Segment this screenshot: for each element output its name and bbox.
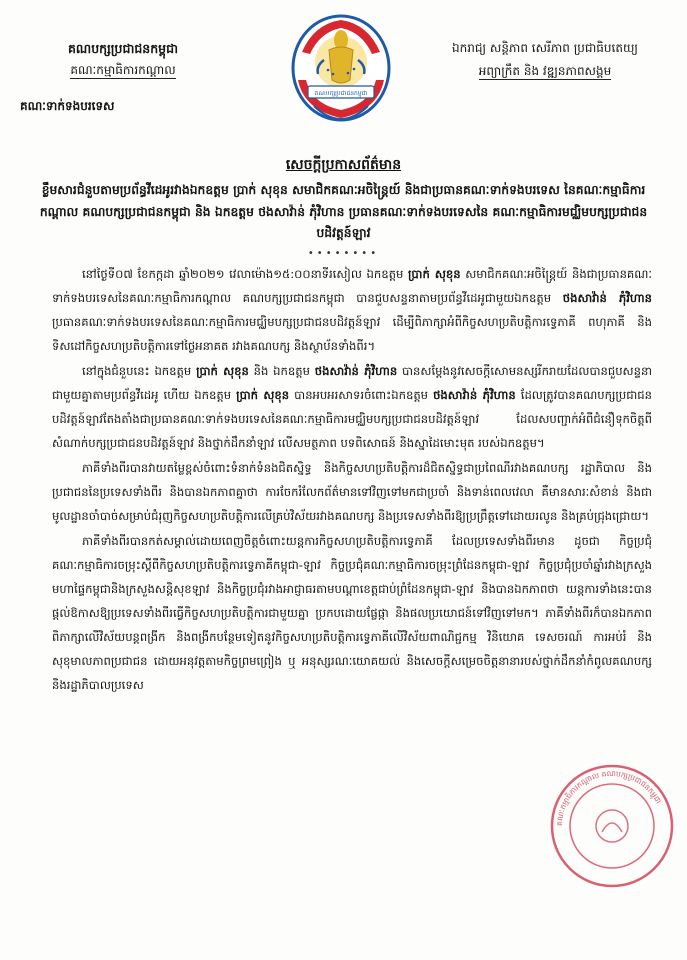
- central-committee: [18, 60, 228, 80]
- logo-dot-1: [327, 69, 330, 72]
- left-header: [18, 38, 228, 80]
- document-subtitle: ខ្លឹមសារជំនួបតាមប្រព័ន្ធវីដេអូរវាងឯកឧត្តម ប្រាក់ សុខុន សមាជិកគណៈអចិន្ត្រៃយ៍ និងជាប្រធានគណៈទាក់ទងបរទេស នៃគណៈកម្មាធិការកណ្តាល គណបក្សប្រជាជនកម្ពុជា និង ឯកឧត្តម ថងសាវ៉ាន់ ភុំវិហាន ប្រធានគណៈទាក់ទងបរទេសនៃ គណៈកម្មាធិការមជ្ឈិមបក្សប្រជាជនបដិវត្តន៍ឡាវ: [39, 183, 648, 240]
- paragraph-3: [52, 456, 652, 528]
- stamp-ring-textpath: គណៈកម្មាធិការកណ្តាល គណបក្សប្រជាជនកម្ពុជា: [554, 768, 664, 827]
- p2-name-4: ថងសាវ៉ាន់ ភុំវិហាន: [433, 388, 516, 402]
- p2-name-3: ប្រាក់ សុខុន: [236, 388, 290, 402]
- motto-line-2: [420, 60, 670, 82]
- logo-deity-body: [329, 47, 353, 83]
- p1-name-2: ថងសាវ៉ាន់ ភុំវិហាន: [562, 291, 652, 305]
- party-logo: [284, 10, 398, 138]
- paragraph-2: [52, 359, 652, 455]
- right-header: [420, 36, 670, 82]
- p1-text-2: សមាជិកគណៈអចិន្ត្រៃយ៍ និងជាប្រធានគណៈទាក់ទងបរទេសនៃគណៈកម្មាធិការកណ្តាល គណបក្សប្រជាជនកម្ពុជា បានជួបសន្ទនាតាមប្រព័ន្ធវីដេអូជាមួយឯកឧត្តម: [52, 267, 652, 305]
- document-title: សេចក្តីប្រកាសព័ត៌មាន: [285, 157, 402, 173]
- p2-name-1: ប្រាក់ សុខុន: [196, 364, 249, 378]
- central-committee-text: គណៈកម្មាធិការកណ្តាល: [70, 63, 176, 77]
- p1-text-1: នៅថ្ងៃទី០៧ ខែកក្កដា ឆ្នាំ២០២១ វេលាម៉ោង១៥:០០នាទីរសៀល ឯកឧត្តម: [82, 267, 408, 281]
- p2-name-2: ថងសាវ៉ាន់ ភុំវិហាន: [314, 364, 398, 378]
- p2-text-5: ដែលត្រូវបានគណបក្សប្រជាជនបដិវត្តន៍ឡាវតែងតាំងជាប្រធានគណៈទាក់ទងបរទេសនៃគណៈកម្មាធិការមជ្ឈិមបក្សប្រជាជនបដិវត្តន៍ឡាវ ដែលសបញ្ជាក់អំពីជំនឿទុកចិត្តពីសំណាក់បក្សប្រជាជនបដិវត្តន៍ឡាវ និងថ្នាក់ដឹកនាំឡាវ លើសមត្ថភាព បទពិសោធន៍ និងស្នាដៃមោះមុត របស់ឯកឧត្តម។: [52, 388, 652, 450]
- logo-dot-4: [353, 68, 356, 71]
- stamp-emblem-figure: [602, 823, 622, 832]
- logo-banner-text: គណបក្សប្រជាជនកម្ពុជា: [314, 90, 368, 97]
- stamp-inner-ring: [570, 784, 654, 868]
- motto-line-2-text: អព្យាក្រឹត និង វឌ្ឍនភាពសង្គម: [478, 64, 612, 78]
- motto-line-1: ឯករាជ្យ សន្តិភាព សេរីភាព ប្រជាធិបតេយ្យ: [452, 41, 638, 55]
- p2-text-1: នៅក្នុងជំនួបនេះ ឯកឧត្តម: [82, 364, 197, 378]
- p2-text-4: បានអបអរសាទរចំពោះឯកឧត្តម: [289, 388, 434, 402]
- p1-text-3: ប្រធានគណៈទាក់ទងបរទេសនៃគណៈកម្មាធិការមជ្ឈិមបក្សប្រជាជនបដិវត្តន៍ឡាវ ដើម្បីពិភាក្សាអំពីកិច្ចសហប្រតិបត្តិការទ្វេភាគី ពហុភាគី និងទិសដៅកិច្ចសហប្រតិបត្តិការទៅថ្ងៃអនាគត រវាងគណបក្ស និងស្ថាប័នទាំងពីរ។: [52, 315, 652, 353]
- party-name: គណបក្សប្រជាជនកម្ពុជា: [68, 41, 178, 56]
- title-block: [0, 152, 687, 261]
- paragraph-1: [52, 262, 652, 358]
- logo-dot-2: [332, 73, 335, 76]
- p2-text-2: និង ឯកឧត្តម: [248, 364, 315, 378]
- p3-text-1: ភាគីទាំងពីរបានវាយតម្លៃខ្ពស់ចំពោះទំនាក់ទំនងជិតស្និទ្ធ និងកិច្ចសហប្រតិបត្តិការដ៏ជិតស្និទ្ធជាប្រពៃណីរវាងគណបក្ស រដ្ឋាភិបាល និងប្រជាជននៃប្រទេសទាំងពីរ និងបានឯកភាពគ្នាថា ការចែករំលែកព័ត៌មានទៅវិញទៅមកជាប្រចាំ និងទាន់ពេលវេលា គឺមានសារៈសំខាន់ និងជាមូលដ្ឋានចាំបាច់សម្រាប់ជំរុញកិច្ចសហប្រតិបត្តិការលើគ្រប់វិស័យរវាងគណបក្ស និងប្រទេសទាំងពីរឱ្យប្រព្រឹត្តទៅដោយរលូន និងគ្រប់ជ្រុងជ្រោយ។: [52, 461, 652, 523]
- p4-text-1: ភាគីទាំងពីរបានកត់សម្គាល់ដោយពេញចិត្តចំពោះយន្តការកិច្ចសហប្រតិបត្តិការទ្វេភាគី ដែលប្រទេសទាំងពីរមាន ដូចជា កិច្ចប្រជុំគណៈកម្មាធិការចម្រុះស្តីពីកិច្ចសហប្រតិបត្តិការទ្វេភាគីកម្ពុជា-ឡាវ កិច្ចប្រជុំគណៈកម្មាធិការចម្រុះព្រំដែនកម្ពុជា-ឡាវ កិច្ចប្រជុំប្រចាំឆ្នាំរវាងក្រសួងមហាផ្ទៃកម្ពុជានិងក្រសួងសន្តិសុខឡាវ និងកិច្ចប្រជុំរវាងអាជ្ញាធរតាមបណ្តាខេត្តជាប់ព្រំដែនកម្ពុជា-ឡាវ និងបានឯកភាពថា យន្តការទាំងនេះបានផ្តល់ឱកាសឱ្យប្រទេសទាំងពីរធ្វើកិច្ចសហប្រតិបត្តិការជាមួយគ្នា ប្រកបដោយផ្លែផ្កា និងផលប្រយោជន៍ទៅវិញទៅមក។ ភាគីទាំងពីរក៏បានឯកភាពពិភាក្សាលើវិស័យបន្តពង្រីក និងពង្រីកបន្ថែមទៀតនូវកិច្ចសហប្រតិបត្តិការទ្វេភាគីលើវិស័យពាណិជ្ជកម្ម វិនិយោគ ទេសចរណ៍ ការអប់រំ និងសុខុមាលភាពប្រជាជន ដោយអនុវត្តតាមកិច្ចព្រមព្រៀង ឬ អនុស្សរណៈយោគយល់ និងសេចក្តីសម្រេចចិត្តនានារបស់ថ្នាក់ដឹកនាំកំពូលគណបក្ស និងរដ្ឋាភិបាលប្រទេស: [52, 534, 652, 692]
- document-body: [52, 262, 652, 698]
- p2-text-3: បានសម្តែងនូវសេចក្តីសោមនស្សរីករាយដែលបានជួបសន្ទនាជាមួយគ្នាតាមប្រព័ន្ធវីដេអូ ហើយ ឯកឧត្តម: [52, 364, 652, 402]
- title-separator: ••••••••: [307, 247, 380, 259]
- p1-name-1: ប្រាក់ សុខុន: [407, 267, 461, 281]
- external-relations-commission: គណៈទាក់ទងបរទេស: [20, 99, 115, 113]
- paragraph-4: [52, 529, 652, 697]
- stamp-emblem: [596, 810, 628, 842]
- logo-dot-3: [347, 72, 350, 75]
- official-stamp: [548, 762, 676, 890]
